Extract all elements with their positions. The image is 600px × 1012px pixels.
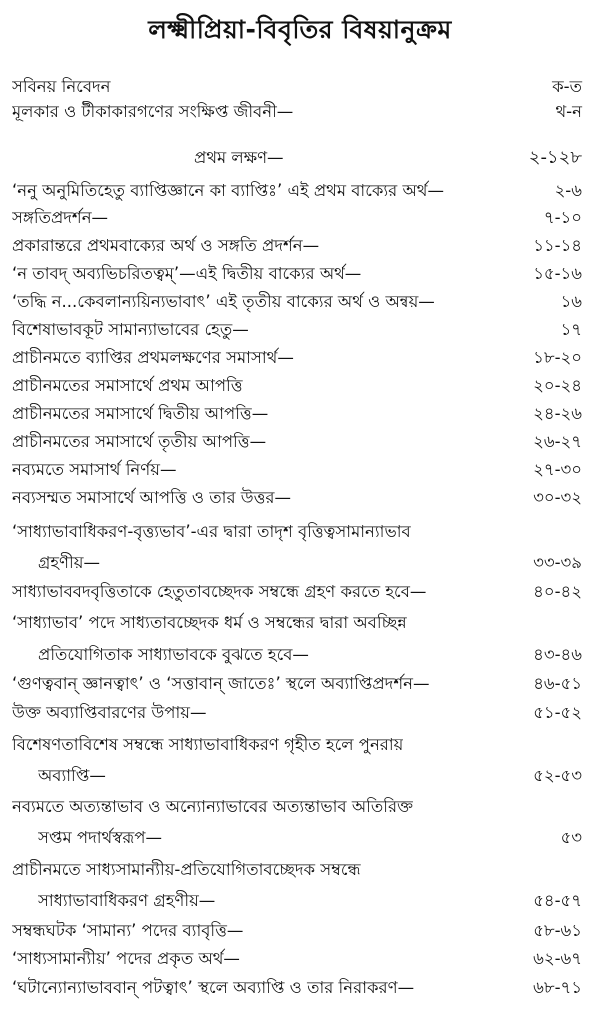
toc-entry-pages: ৬৮-৭১ xyxy=(533,978,582,997)
toc-entry-pages: ২৪-২৬ xyxy=(533,404,582,423)
toc-entry-pages: ৭-১০ xyxy=(543,208,582,227)
toc-entry-text: ‘সাধ্যসামান্যীয়’ পদের প্রকৃত অর্থ— xyxy=(12,949,240,968)
toc-entry-text: প্রাচীনমতের সমাসার্থে তৃতীয় আপত্তি— xyxy=(12,432,267,451)
toc-entry-pages: ৩০-৩২ xyxy=(533,488,582,507)
toc-entry-pages: ৪৬-৫১ xyxy=(533,674,582,693)
toc-entry-text: ‘সাধ্যাভাবাধিকরণ-বৃত্ত্যভাব’-এর দ্বারা তাদৃশ বৃত্তিত্বসামান্যাভাব xyxy=(12,522,411,541)
toc-entry-pages: ২৭-৩০ xyxy=(533,460,582,479)
toc-entry-text: প্রাচীনমতে সাধ্যসামান্যীয়-প্রতিযোগিতাবচ্ছেদক সম্বন্ধে xyxy=(12,860,361,879)
toc-entry-text: অব্যাপ্তি— xyxy=(38,766,106,785)
toc-entry-text: প্রাচীনমতের সমাসার্থে প্রথম আপত্তি xyxy=(12,376,243,395)
toc-entry-text: সাধ্যাভাবাধিকরণ গ্রহণীয়— xyxy=(38,891,216,910)
toc-entry-text: প্রতিযোগিতাক সাধ্যাভাবকে বুঝতে হবে— xyxy=(38,645,309,664)
toc-entry-text: প্রাচীনমতে ব্যাপ্তির প্রথমলক্ষণের সমাসার্থ— xyxy=(12,348,294,367)
toc-entry-text: সবিনয় নিবেদন xyxy=(12,77,111,96)
toc-entry-pages: ১৭ xyxy=(560,320,582,339)
toc-entry-pages: ক-ত xyxy=(552,77,582,96)
toc-entry-pages: ২০-২৪ xyxy=(533,376,582,395)
page-title: লক্ষ্মীপ্রিয়া-বিবৃতির বিষয়ানুক্রম xyxy=(148,15,452,44)
toc-entry-pages: থ-ন xyxy=(555,102,582,121)
toc-entry-pages: ১৫-১৬ xyxy=(533,264,582,283)
toc-entry-pages: ৪৩-৪৬ xyxy=(533,645,582,664)
toc-entry-text: প্রথম লক্ষণ— xyxy=(194,148,284,167)
toc-entry-pages: ২৬-২৭ xyxy=(533,432,582,451)
toc-entry-pages: ১৬ xyxy=(560,292,582,311)
toc-entry-text: সাধ্যাভাববদবৃত্তিতাকে হেতুতাবচ্ছেদক সম্বন্ধে গ্রহণ করতে হবে— xyxy=(12,582,427,601)
toc-entry-pages: ১৮-২০ xyxy=(533,348,582,367)
toc-entry-pages: ৫৮-৬১ xyxy=(533,921,582,940)
toc-entry-text: নব্যমতে সমাসার্থ নির্ণয়— xyxy=(12,460,177,479)
toc-entry-text: উক্ত অব্যাপ্তিবারণের উপায়— xyxy=(12,703,207,722)
toc-entry-text: ‘ঘটান্যোন্যাভাববান্ পটত্বাৎ’ স্থলে অব্যাপ্তি ও তার নিরাকরণ— xyxy=(12,978,415,997)
toc-entry-pages: ৩৩-৩৯ xyxy=(533,553,582,572)
toc-entry-text: ‘ন তাবদ্ অব্যভিচরিতত্বম্’—এই দ্বিতীয় বাক্যের অর্থ— xyxy=(12,264,362,283)
toc-entry-text: নব্যমতে অত্যন্তাভাব ও অন্যোন্যাভাবের অত্যন্তাভাব অতিরিক্ত xyxy=(12,797,414,816)
toc-entry-text: নব্যসম্মত সমাসার্থে আপত্তি ও তার উত্তর— xyxy=(12,488,292,507)
toc-entry-pages: ৪০-৪২ xyxy=(533,582,582,601)
toc-entry-text: ‘তদ্ধি ন...কেবলান্যয়িন্যভাবাৎ’ এই তৃতীয় বাক্যের অর্থ ও অন্বয়— xyxy=(12,292,435,311)
toc-entry-pages: ৫১-৫২ xyxy=(533,703,582,722)
toc-entry-pages: ৫৩ xyxy=(560,828,582,847)
toc-entry-text: প্রাচীনমতের সমাসার্থে দ্বিতীয় আপত্তি— xyxy=(12,404,269,423)
toc-entry-text: গ্রহণীয়— xyxy=(38,553,100,572)
toc-entry-text: ‘ননু অনুমিতিহেতু ব্যাপ্তিজ্ঞানে কা ব্যাপ্তিঃ’ এই প্রথম বাক্যের অর্থ— xyxy=(12,181,444,200)
toc-entry-pages: ১১-১৪ xyxy=(533,236,582,255)
toc-entry-pages: ৬২-৬৭ xyxy=(533,949,582,968)
toc-entry-pages: ২-১২৮ xyxy=(528,147,582,168)
toc-entry-text: ‘গুণত্ববান্ জ্ঞানত্বাৎ’ ও ‘সত্তাবান্ জাতেঃ’ স্থলে অব্যাপ্তিপ্রদর্শন— xyxy=(12,674,430,693)
toc-entry-text: বিশেষাভাবকূট সামান্যাভাবের হেতু— xyxy=(12,320,249,339)
toc-entry-text: সঙ্গতিপ্রদর্শন— xyxy=(12,208,109,227)
toc-entry-text: মূলকার ও টীকাকারগণের সংক্ষিপ্ত জীবনী— xyxy=(12,102,294,121)
toc-entry-pages: ৫২-৫৩ xyxy=(533,766,582,785)
toc-entry-text: ‘সাধ্যাভাব’ পদে সাধ্যতাবচ্ছেদক ধর্ম ও সম্বন্ধের দ্বারা অবচ্ছিন্ন xyxy=(12,613,407,632)
toc-entry-pages: ২-৬ xyxy=(554,181,582,200)
toc-entry-text: বিশেষণতাবিশেষ সম্বন্ধে সাধ্যাভাবাধিকরণ গৃহীত হলে পুনরায় xyxy=(12,735,404,754)
toc-entry-text: সপ্তম পদার্থস্বরূপ— xyxy=(38,828,162,847)
toc-entry-text: প্রকারান্তরে প্রথমবাক্যের অর্থ ও সঙ্গতি প্রদর্শন— xyxy=(12,236,320,255)
toc-entry-text: সম্বন্ধঘটক ‘সামান্য’ পদের ব্যাবৃত্তি— xyxy=(12,921,244,940)
toc-entry-pages: ৫৪-৫৭ xyxy=(533,891,582,910)
